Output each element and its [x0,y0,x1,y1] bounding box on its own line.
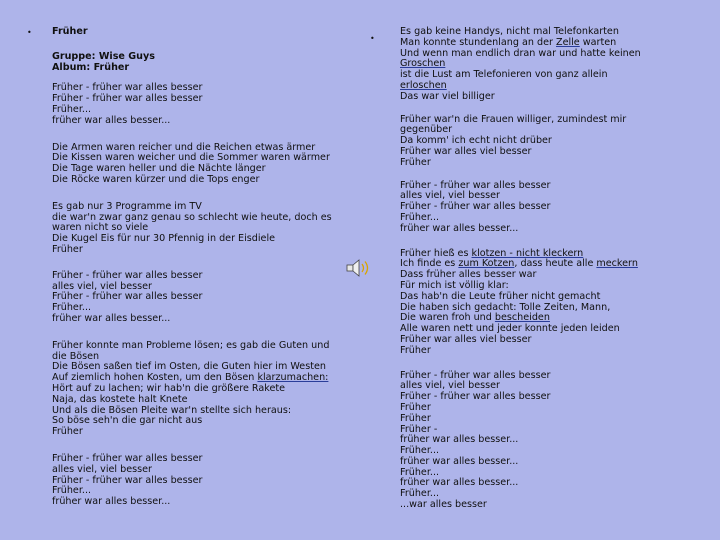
lyric-line: Früher - früher war alles besser [52,82,203,94]
song-meta [52,52,352,74]
lyric-line: Man konnte stundenlang an der Zelle warten [400,36,617,48]
lyric-line: die Bösen [52,350,100,362]
lyric-line: früher war alles besser... [52,496,171,508]
link[interactable]: zum Kotzen [458,258,515,270]
link[interactable]: Groschen [400,58,446,70]
album-label: Album: Früher [52,61,130,73]
lyric-line: Früher... [400,488,440,500]
speaker-icon[interactable] [346,258,372,278]
lyric-line: Früher [400,156,431,168]
lyric-line: Da komm' ich echt nicht drüber [400,135,552,147]
right-stanza [400,249,662,357]
lyric-line: Früher war alles viel besser [400,333,532,345]
lyric-line: Früher - früher war alles besser [400,369,551,381]
lyric-line: Und als die Bösen Pleite war'n stellte sich heraus: [52,404,292,416]
left-column [52,27,352,508]
lyric-line: Früher [400,401,431,413]
lyric-line: Früher - früher war alles besser [52,93,203,105]
lyric-line: Früher [52,426,83,438]
lyric-line: Früher [400,412,431,424]
group-label: Gruppe: Wise Guys [52,50,155,62]
lyric-line: Früher - früher war alles besser [52,474,203,486]
lyric-line: waren nicht so viele [52,222,149,234]
lyric-line: früher war alles besser... [400,222,519,234]
right-stanza [400,27,662,103]
right-stanza [400,371,662,511]
bullet-right: • [370,34,375,43]
lyric-line: Für mich ist völlig klar: [400,279,509,291]
bullet-left: • [27,28,32,37]
lyric-line: Die Armen waren reicher und die Reichen etwas ärmer [52,141,316,153]
lyric-line: Alle waren nett und jeder konnte jeden leiden [400,323,620,335]
right-column [400,27,662,511]
lyric-line: Früher... [52,485,92,497]
lyric-line: Die Kissen waren weicher und die Sommer waren wärmer [52,152,330,164]
lyric-line: Früher... [400,466,440,478]
lyric-line: Die haben sich gedacht: Tolle Zeiten, Mann, [400,301,611,313]
lyric-line: ist die Lust am Telefonieren von ganz allein [400,69,608,81]
lyric-line: Es gab keine Handys, nicht mal Telefonkarten [400,26,619,37]
lyric-line: Das hab'n die Leute früher nicht gemacht [400,290,601,302]
lyric-line: ...war alles besser [400,499,487,511]
lyric-line: Früher - früher war alles besser [400,179,551,191]
lyric-line: Früher - [400,423,438,435]
lyric-line: Die Röcke waren kürzer und die Tops enger [52,173,260,185]
lyric-line: Dass früher alles besser war [400,269,537,281]
lyric-line: gegenüber [400,124,453,136]
link[interactable]: Zelle [556,36,580,48]
left-stanzas [52,83,352,508]
lyric-line: früher war alles besser... [400,477,519,489]
link[interactable]: bescheiden [494,312,550,324]
lyric-line: Früher - früher war alles besser [52,269,203,281]
lyric-line: früher war alles besser... [400,455,519,467]
lyric-line: Und wenn man endlich dran war und hatte keinen [400,47,641,59]
lyric-line: Früher [52,243,83,255]
song-title: Früher [52,26,88,37]
lyric-line: Hört auf zu lachen; wir hab'n die größere Rakete [52,382,286,394]
lyric-line: Die Tage waren heller und die Nächte länger [52,163,266,175]
lyric-line: Früher hieß es klotzen - nicht kleckern [400,247,584,259]
lyric-line: Früher war alles viel besser [400,145,532,157]
lyric-line: Früher... [400,445,440,457]
lyric-line: Früher... [400,211,440,223]
lyric-line: Naja, das kostete halt Knete [52,393,188,405]
lyric-line: Es gab nur 3 Programme im TV [52,200,202,212]
link[interactable]: erloschen [400,79,447,91]
right-stanza [400,115,662,169]
lyric-line: Auf ziemlich hohen Kosten, um den Bösen klarzumachen: [52,372,329,384]
lyric-line: Die Bösen saßen tief im Osten, die Guten hier im Westen [52,361,326,373]
lyric-line: die war'n zwar ganz genau so schlecht wie heute, doch es [52,211,332,223]
lyric-line: alles viel, viel besser [400,190,500,202]
lyric-line: Ich finde es zum Kotzen, dass heute alle meckern [400,258,638,270]
lyric-line: Früher - früher war alles besser [400,201,551,213]
lyric-line: Früher [400,344,431,356]
left-stanza [52,143,352,186]
right-stanza [400,181,662,235]
lyric-line: alles viel, viel besser [52,280,152,292]
left-stanza [52,271,352,325]
left-stanza [52,341,352,438]
lyric-line: Früher war'n die Frauen williger, zumindest mir [400,113,627,125]
right-stanzas [400,27,662,511]
lyric-line: Früher - früher war alles besser [400,391,551,403]
left-stanza [52,202,352,256]
lyric-line: Die waren froh und bescheiden [400,312,550,324]
lyric-line: Früher - früher war alles besser [52,291,203,303]
lyric-line: Früher - früher war alles besser [52,452,203,464]
lyric-line: alles viel, viel besser [52,463,152,475]
left-stanza [52,83,352,126]
link[interactable]: meckern [596,258,638,270]
lyric-line: Das war viel billiger [400,90,495,102]
lyric-line: Früher... [52,302,92,314]
lyric-line: Früher konnte man Probleme lösen; es gab die Guten und [52,339,330,351]
lyric-line: früher war alles besser... [52,114,171,126]
lyric-line: früher war alles besser... [52,312,171,324]
lyric-line: früher war alles besser... [400,434,519,446]
lyric-line: So böse seh'n die gar nicht aus [52,415,203,427]
link[interactable]: klarzumachen: [257,372,329,384]
lyric-line: Früher... [52,103,92,115]
lyric-line: alles viel, viel besser [400,380,500,392]
link[interactable]: klotzen - nicht kleckern [471,247,584,259]
lyric-line: Die Kugel Eis für nur 30 Pfennig in der Eisdiele [52,233,276,245]
left-stanza [52,454,352,508]
